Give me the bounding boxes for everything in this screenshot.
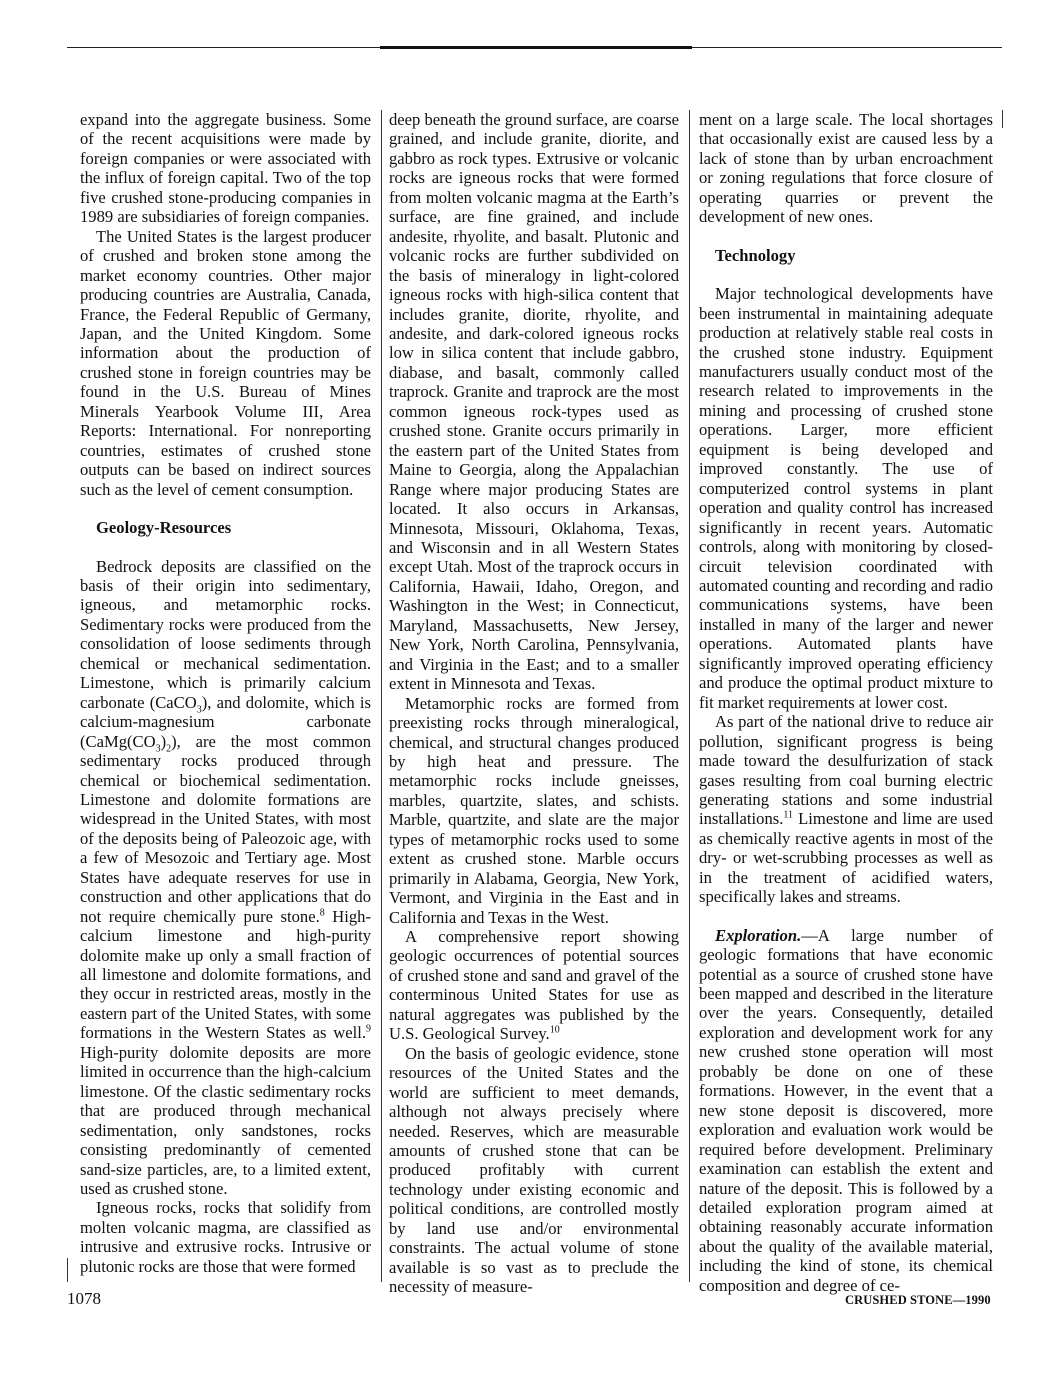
section-heading-technology: Technology: [715, 245, 796, 265]
footnote-ref: 11: [783, 809, 793, 821]
page-number: 1078: [67, 1289, 101, 1308]
paragraph: A comprehensive report showing geologic occurrences of potential sources of crushed stone and sand and gravel of the conterminous United States for use as natural aggregates was published by the U.S. Geological Survey.$^{10}$: [389, 927, 679, 1044]
footnote-ref: 8: [319, 907, 325, 919]
column-rule-2: [689, 110, 690, 1282]
column-rule-1: [381, 110, 382, 1282]
text-column-3: [699, 110, 993, 1295]
text-column-2: [389, 110, 679, 1297]
paragraph: expand into the aggregate business. Some of the recent acquisitions were made by foreign companies or were associated with the influx of foreign capital. Two of the top five crushed stone-producing companies in 1989 are subsidiaries of foreign companies.: [80, 110, 371, 227]
top-rule-accent: [380, 46, 692, 49]
footnote-ref: 9: [366, 1023, 371, 1035]
run-in-heading-exploration: Exploration.: [715, 925, 802, 945]
running-footer: CRUSHED STONE—1990: [845, 1293, 991, 1307]
paragraph: Exploration.—A large number of geologic formations that have economic potential as a source of crushed stone have been mapped and described in the literature over the years. Consequently, detailed exploration and development work for any new crushed stone operation will most probably be done on one of these formations. However, in the event that a new stone deposit is discovered, more exploration and evaluation work would be required before development. Preliminary examination can establish the extent and nature of the deposit. This is followed by a detailed exploration program aimed at obtaining reasonably accurate information about the quality of the available material, including the kind of stone, its chemical composition and degree of ce-: [699, 925, 993, 1295]
paragraph: The United States is the largest producer of crushed and broken stone among the market economy countries. Other major producing countries are Australia, Canada, France, the Federal Republic of Germany, Japan, and the United Kingdom. Some information about the production of crushed stone in foreign countries may be found in the U.S. Bureau of Mines Minerals Yearbook Volume III, Area Reports: International. For nonreporting countries, estimates of crushed stone outputs can be based on indirect sources such as the level of cement consumption.: [80, 226, 371, 499]
paragraph: Metamorphic rocks are formed from preexisting rocks through mineralogical, chemical, and structural changes produced by high heat and pressure. The metamorphic rocks include gneisses, marbles, quartzite, slates, and schists. Marble, quartzite, and slate are the major types of metamorphic rocks used to some extent as crushed stone. Marble occurs primarily in Alabama, Georgia, New York, Vermont, and Virginia in the East and in California and Texas in the West.: [389, 693, 679, 927]
paragraph: deep beneath the ground surface, are coarse grained, and include granite, diorite, and gabbro as rock types. Extrusive or volcanic rocks are igneous rocks that were formed from molten volcanic magma at the Earth’s surface, are fine grained, and include andesite, rhyolite, and basalt. Plutonic and volcanic rocks are further subdivided on the basis of mineralogy in light-colored igneous rocks with high-silica content that includes granite, diorite, rhyolite, and andesite, and dark-colored igneous rocks low in silica content that include gabbro, diabase, and basalt, commonly called traprock. Granite and traprock are the most common igneous rock-types used as crushed stone. Granite occurs primarily in the eastern part of the United States from Maine to Georgia, along the Appalachian Range where major producing States are located. It also occurs in Arkansas, Minnesota, Missouri, Oklahoma, Texas, and Wisconsin and in all Western States except Utah. Most of the traprock occurs in California, Hawaii, Idaho, Oregon, and Washington in the West; in Connecticut, Maryland, Massachusetts, New Jersey, New York, North Carolina, Pennsylvania, and Virginia in the East; and to a smaller extent in Minnesota and Texas.: [389, 110, 679, 694]
paragraph: On the basis of geologic evidence, stone resources of the United States and the world are sufficient to meet demands, although not always precisely where needed. Reserves, which are measurable amounts of crushed stone that can be produced profitably with current technology under existing economic and political conditions, are controlled mostly by land use and/or environmental constraints. The actual volume of stone available is so vast as to preclude the necessity of measure-: [389, 1043, 679, 1297]
column-rule-left: [67, 1258, 68, 1282]
section-heading-geology: Geology-Resources: [96, 518, 232, 538]
paragraph: Major technological developments have been instrumental in maintaining adequate production at relatively stable real costs in the crushed stone industry. Equipment manufacturers usually conduct most of the research related to improvements in the mining and processing of crushed stone operations. Larger, more efficient equipment is being developed and improved constantly. The use of computerized control systems in plant operation and quality control has increased significantly in recent years. Automatic controls, along with monitoring by closed-circuit television coordinated with automated counting and recording and radio communications systems, have been installed in many of the larger and newer operations. Automated plants have significantly improved operating efficiency and produce the optimal product mixture to fit market requirements at lower cost.: [699, 284, 993, 712]
paragraph: ment on a large scale. The local shortages that occasionally exist are caused less by a lack of stone than by urban encroachment or zoning regulations that force closure of operating quarries or prevent the development of new ones.: [699, 110, 993, 227]
paragraph: As part of the national drive to reduce air pollution, significant progress is being made toward the desulfurization of stack gases resulting from coal burning electric generating stations and some industrial installations.$^{11}$ Limestone and lime are used as chemically reactive agents in most of the dry- or wet-scrubbing processes as well as in the treatment of acidified waters, specifically lakes and streams.: [699, 712, 993, 907]
paragraph: Bedrock deposits are classified on the basis of their origin into sedimentary, igneous, and metamorphic rocks. Sedimentary rocks were produced from the consolidation of loose sediments through chemical or mechanical sedimentation. Limestone, which is primarily calcium carbonate (CaCO$_3$), and dolomite, which is calcium-magnesium carbonate $(CaMg(CO_3)_2)$, are the most common sedimentary rocks produced through chemical or biochemical sedimentation. Limestone and dolomite formations are widespread in the United States, with most of the deposits being of Paleozoic age, with a few of Mesozoic and Tertiary age. Most States have adequate reserves for use in construction and other applications that do not require chemically pure stone.$^8$ High-calcium limestone and high-purity dolomite make up only a small fraction of all limestone and dolomite formations, and they occur in restricted areas, mostly in the eastern part of the United States, with some formations in the Western States as well.$^9$ High-purity dolomite deposits are more limited in occurrence than the high-calcium limestone. Of the clastic sedimentary rocks that are produced through mechanical sedimentation, only sandstones, rocks consisting predominantly of cemented sand-size particles, are, to a limited extent, used as crushed stone.: [80, 556, 371, 1199]
paragraph: Igneous rocks, rocks that solidify from molten volcanic magma, are classified as intrusive and extrusive rocks. Intrusive or plutonic rocks are those that were formed: [80, 1198, 371, 1276]
text-column-1: [80, 110, 371, 1276]
column-rule-right: [1002, 110, 1003, 128]
footnote-ref: 10: [549, 1024, 560, 1036]
